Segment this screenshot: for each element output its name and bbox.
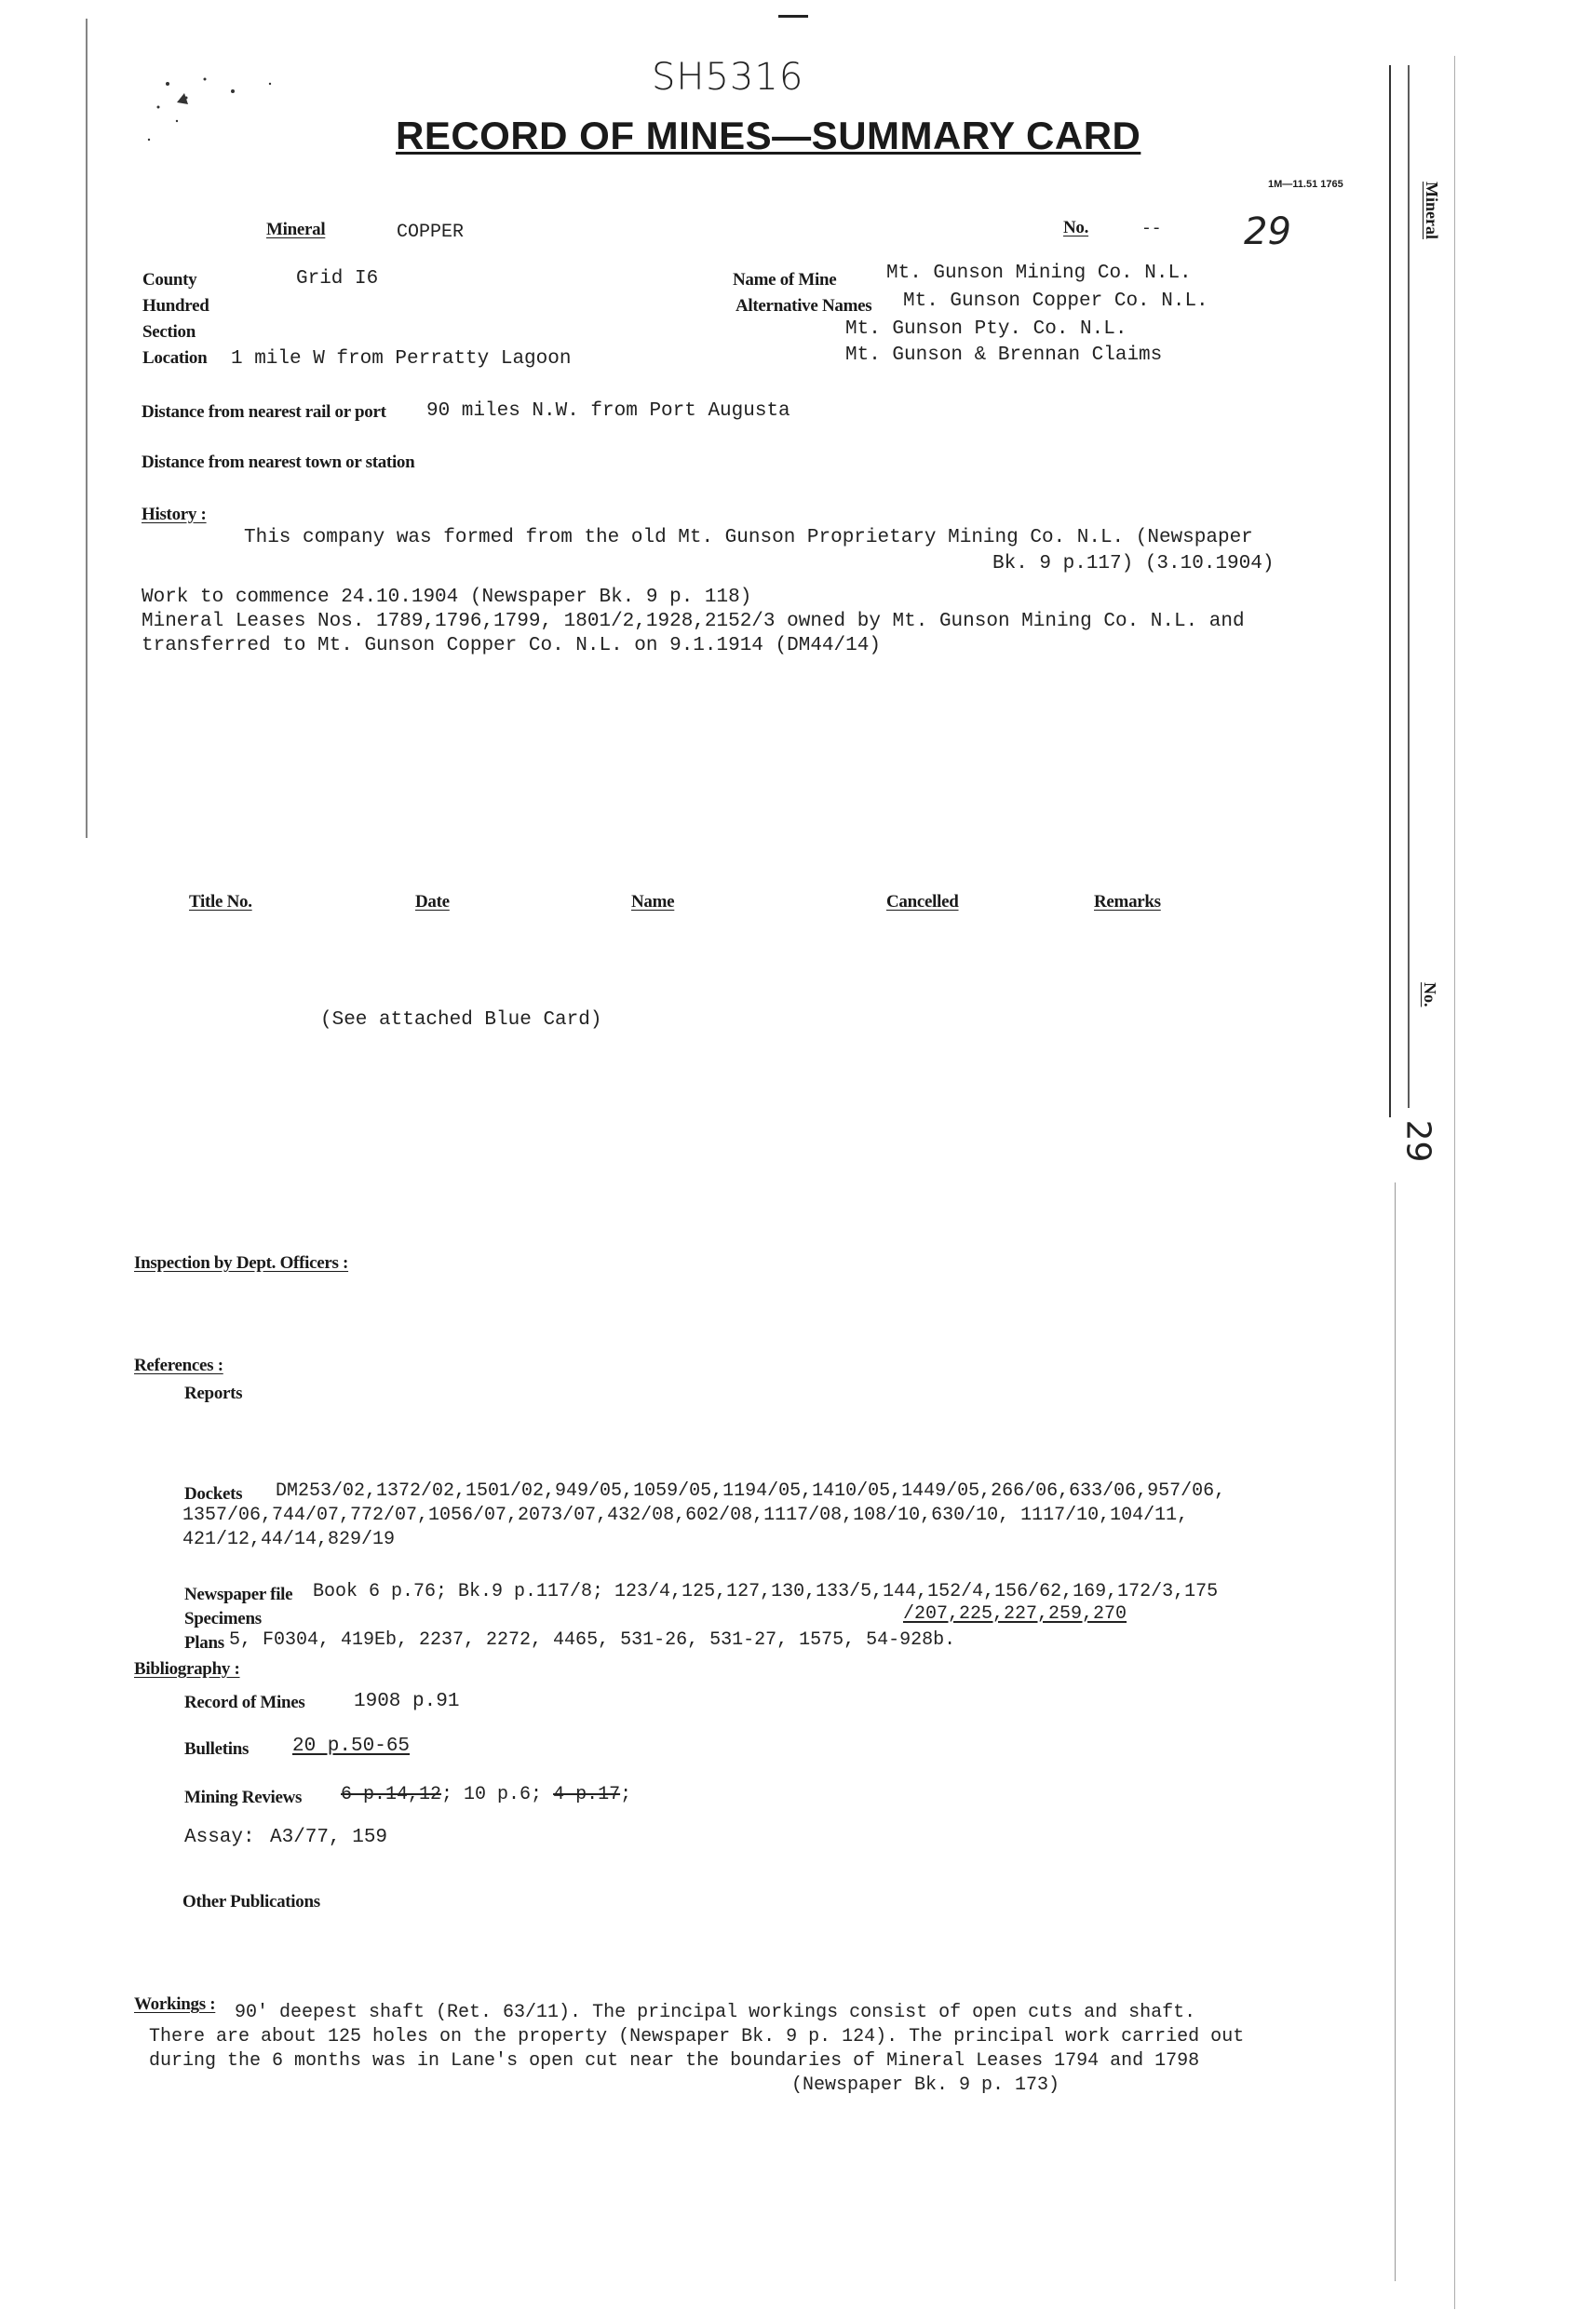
left-border — [86, 19, 88, 838]
col-date: Date — [415, 892, 450, 912]
workings-label: Workings : — [134, 1994, 216, 2014]
newspaper-label: Newspaper file — [184, 1585, 293, 1604]
bulletins-label: Bulletins — [184, 1739, 250, 1759]
mining-reviews-label: Mining Reviews — [184, 1788, 303, 1807]
workings-line-1: 90' deepest shaft (Ret. 63/11). The principal workings consist of open cuts and shaft. — [235, 2002, 1196, 2023]
page-title: RECORD OF MINES—SUMMARY CARD — [396, 114, 1141, 157]
col-cancelled: Cancelled — [886, 892, 959, 912]
right-border-4 — [1395, 1182, 1396, 2281]
top-mark — [778, 15, 808, 18]
col-name: Name — [631, 892, 675, 912]
history-label: History : — [142, 505, 207, 524]
card-no-dash: -- — [1141, 220, 1162, 238]
right-border-3 — [1454, 56, 1455, 2309]
workings-line-4: (Newspaper Bk. 9 p. 173) — [791, 2074, 1060, 2096]
blue-card-note: (See attached Blue Card) — [320, 1009, 602, 1031]
alt-name-2: Mt. Gunson Pty. Co. N.L. — [845, 318, 1127, 340]
dockets-line-3: 421/12,44/14,829/19 — [182, 1529, 396, 1550]
alt-names-label: Alternative Names — [736, 296, 872, 316]
dockets-line-2: 1357/06,744/07,772/07,1056/07,2073/07,432/08,602/08,1117/08,108/10,630/10, 1117/10,104/11, — [182, 1505, 1189, 1526]
bulletins-value: 20 p.50-65 — [292, 1736, 411, 1757]
other-publications-label: Other Publications — [182, 1892, 320, 1912]
hundred-label: Hundred — [142, 296, 209, 316]
mine-name-value: Mt. Gunson Mining Co. N.L. — [886, 263, 1192, 284]
right-border-2 — [1408, 65, 1410, 1108]
distance-rail-value: 90 miles N.W. from Port Augusta — [426, 400, 790, 422]
references-label: References : — [134, 1356, 223, 1375]
inspection-label: Inspection by Dept. Officers : — [134, 1253, 349, 1273]
bibliography-label: Bibliography : — [134, 1659, 240, 1679]
dockets-label: Dockets — [184, 1484, 243, 1504]
assay-value: A3/77, 159 — [270, 1827, 388, 1848]
reviews-end: ; — [620, 1784, 632, 1805]
assay-label: Assay: — [184, 1827, 255, 1848]
dockets-line-1: DM253/02,1372/02,1501/02,949/05,1059/05,1194/05,1410/05,1449/05,266/06,633/06,957/06, — [276, 1480, 1226, 1502]
reviews-struck-2: 4 p.17 — [553, 1784, 621, 1805]
county-label: County — [142, 270, 197, 290]
reviews-value: ; 10 p.6; — [441, 1784, 554, 1805]
col-title-no: Title No. — [189, 892, 252, 912]
history-line-1: This company was formed from the old Mt. Gunson Proprietary Mining Co. N.L. (Newspaper — [244, 527, 1253, 548]
history-line-5: transferred to Mt. Gunson Copper Co. N.L. on 9.1.1914 (DM44/14) — [142, 635, 881, 656]
reports-label: Reports — [184, 1384, 243, 1403]
plans-label: Plans — [184, 1633, 224, 1653]
margin-no-value: 29 — [1398, 1119, 1437, 1163]
reviews-struck-1: 6 p.14,12 — [341, 1784, 442, 1805]
alt-name-1: Mt. Gunson Copper Co. N.L. — [903, 290, 1208, 312]
location-label: Location — [142, 348, 208, 368]
workings-line-2: There are about 125 holes on the property (Newspaper Bk. 9 p. 124). The principal work carried out — [149, 2026, 1245, 2047]
form-code: 1M—11.51 1765 — [1268, 179, 1343, 190]
margin-no-label: No. — [1421, 982, 1439, 1007]
section-label: Section — [142, 322, 196, 342]
history-line-4: Mineral Leases Nos. 1789,1796,1799, 1801/2,1928,2152/3 owned by Mt. Gunson Mining Co. N.L. and — [142, 611, 1245, 632]
specimens-label: Specimens — [184, 1609, 262, 1628]
scan-specks — [121, 56, 307, 149]
history-line-2: Bk. 9 p.117) (3.10.1904) — [992, 553, 1275, 574]
history-line-3: Work to commence 24.10.1904 (Newspaper Bk. 9 p. 118) — [142, 587, 752, 608]
card-no-value: 29 — [1244, 210, 1291, 253]
newspaper-value-2: /207,225,227,259,270 — [903, 1603, 1127, 1625]
record-of-mines-value: 1908 p.91 — [354, 1691, 460, 1712]
alt-name-3: Mt. Gunson & Brennan Claims — [845, 345, 1163, 366]
plans-value: 5, F0304, 419Eb, 2237, 2272, 4465, 531-26, 531-27, 1575, 54-928b. — [229, 1629, 956, 1651]
newspaper-value: Book 6 p.76; Bk.9 p.117/8; 123/4,125,127,130,133/5,144,152/4,156/62,169,172/3,175 — [313, 1581, 1219, 1602]
card-no-label: No. — [1063, 218, 1089, 237]
right-border — [1389, 65, 1391, 1117]
margin-mineral-label: Mineral — [1423, 182, 1441, 239]
mining-reviews-values — [341, 1784, 631, 1805]
workings-line-3: during the 6 months was in Lane's open cut near the boundaries of Mineral Leases 1794 and 1798 — [149, 2050, 1200, 2072]
distance-town-label: Distance from nearest town or station — [142, 453, 415, 472]
distance-rail-label: Distance from nearest rail or port — [142, 402, 386, 422]
location-value: 1 mile W from Perratty Lagoon — [231, 348, 572, 370]
mine-name-label: Name of Mine — [733, 270, 837, 290]
mineral-value: COPPER — [397, 222, 465, 243]
record-of-mines-label: Record of Mines — [184, 1693, 305, 1712]
reference-number: SH5316 — [652, 56, 804, 99]
mineral-label: Mineral — [266, 220, 326, 239]
county-value: Grid I6 — [296, 268, 379, 290]
col-remarks: Remarks — [1094, 892, 1161, 912]
